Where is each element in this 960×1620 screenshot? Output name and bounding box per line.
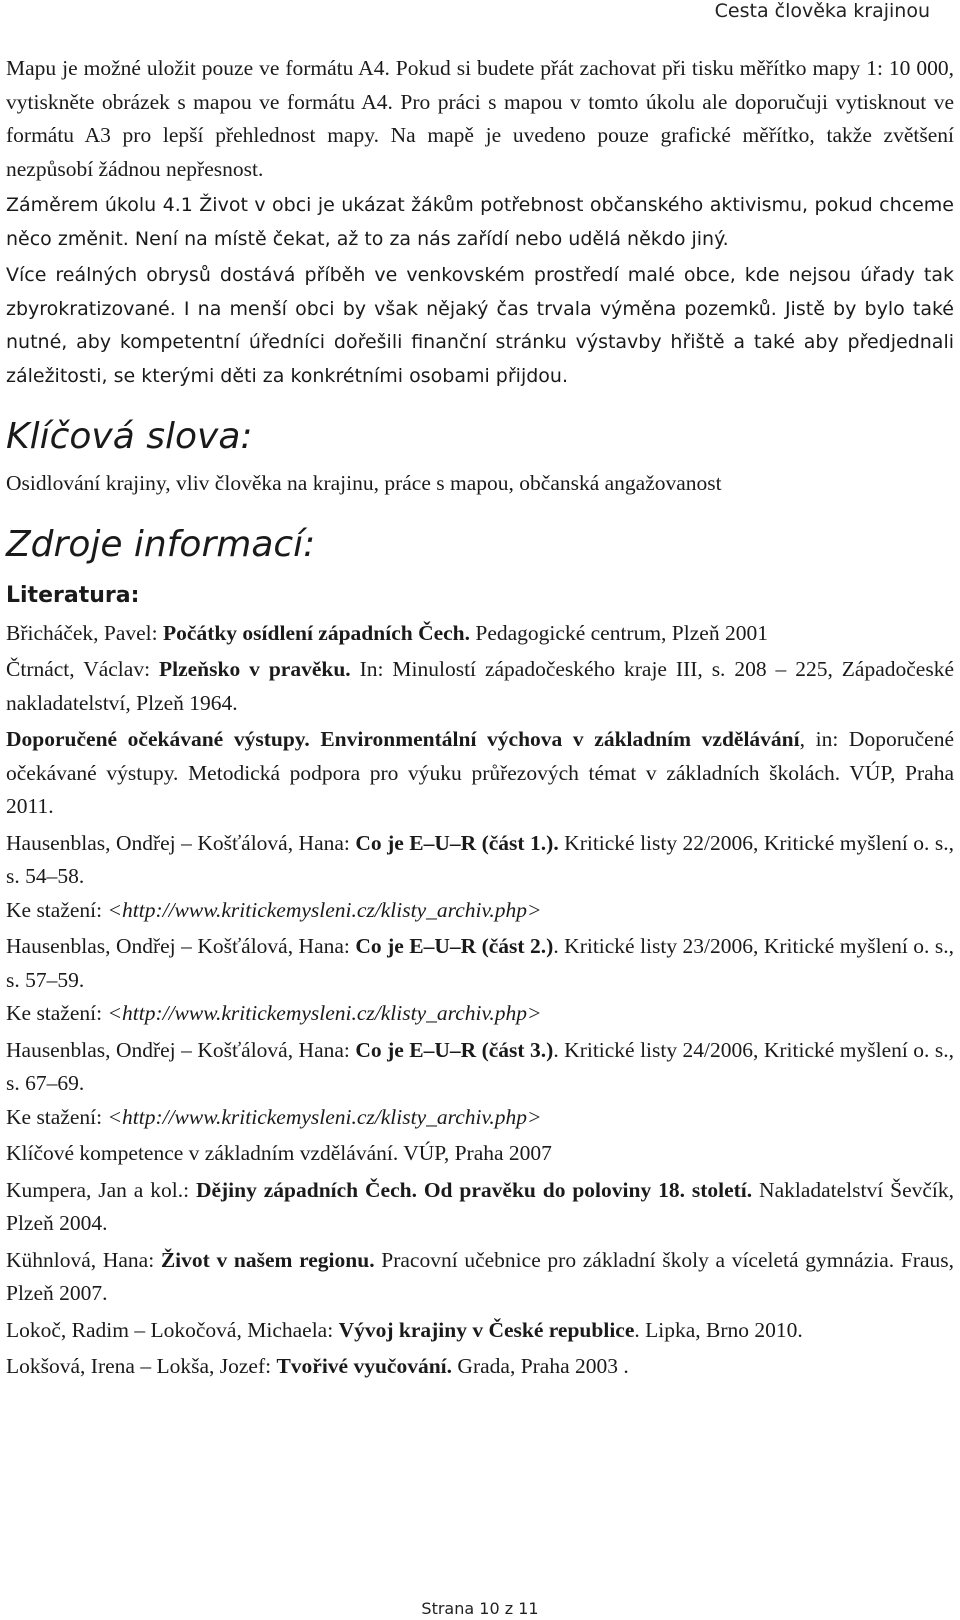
- reference-author: Hausenblas, Ondřej – Košťálová, Hana:: [6, 830, 356, 855]
- reference-author: Hausenblas, Ondřej – Košťálová, Hana:: [6, 1037, 356, 1062]
- intro-paragraph-2: Záměrem úkolu 4.1 Život v obci je ukázat žákům potřebnost občanského aktivismu, pokud chceme něco změnit. Není na místě čekat, až to za nás zařídí nebo udělá někdo jiný.: [6, 194, 954, 250]
- reference-publisher: Pedagogické centrum, Plzeň 2001: [470, 620, 768, 645]
- reference-item: [6, 1244, 954, 1311]
- reference-author: Lokšová, Irena – Lokša, Jozef:: [6, 1354, 277, 1378]
- reference-publisher: Grada, Praha 2003 .: [452, 1354, 629, 1378]
- reference-item: [6, 617, 954, 651]
- reference-title: Život v našem regionu.: [160, 1247, 375, 1272]
- reference-publisher: , in: Doporučené očekávané výstupy. Metodická podpora pro výuku průřezových témat v základních školách. VÚP, Praha 2011.: [6, 727, 954, 818]
- download-link[interactable]: <http://www.kritickemysleni.cz/klisty_archiv.php>: [107, 897, 542, 922]
- reference-item: [6, 723, 954, 824]
- reference-title: Tvořivé vyučování.: [276, 1354, 453, 1378]
- reference-publisher: Nakladatelství Ševčík, Plzeň 2004.: [6, 1177, 954, 1235]
- reference-list: [6, 617, 954, 1384]
- reference-title: Dějiny západních Čech. Od pravěku do poloviny 18. století.: [195, 1177, 753, 1202]
- reference-title: Plzeňsko v pravěku.: [158, 657, 351, 681]
- reference-title: Co je E–U–R (část 3.): [355, 1037, 554, 1062]
- reference-title: Co je E–U–R (část 2.): [355, 934, 554, 958]
- download-link[interactable]: <http://www.kritickemysleni.cz/klisty_archiv.php>: [107, 1104, 542, 1129]
- reference-author: Klíčové kompetence v základním vzdělávání. VÚP, Praha 2007: [6, 1141, 552, 1165]
- reference-publisher: . Kritické listy 23/2006, Kritické myšlení o. s., s. 57–59.: [6, 934, 955, 992]
- reference-title: Počátky osídlení západních Čech.: [163, 620, 471, 645]
- reference-item: [6, 827, 954, 928]
- download-label: Ke stažení:: [6, 1104, 108, 1129]
- reference-publisher: Pracovní učebnice pro základní školy a víceletá gymnázia. Fraus, Plzeň 2007.: [6, 1247, 954, 1305]
- reference-title: Co je E–U–R (část 1.).: [355, 830, 559, 855]
- page-number: Strana 10 z 11: [421, 1599, 539, 1618]
- literature-heading: Literatura:: [6, 582, 140, 608]
- reference-item: [6, 1314, 954, 1348]
- page-content: [6, 52, 954, 1387]
- reference-item: [6, 653, 954, 720]
- keywords-heading: Klíčová slova:: [6, 416, 253, 457]
- sources-heading: Zdroje informací:: [6, 523, 316, 565]
- download-link[interactable]: <http://www.kritickemysleni.cz/klisty_archiv.php>: [107, 1001, 542, 1025]
- reference-author: Břicháček, Pavel:: [6, 620, 164, 645]
- reference-item: [6, 1034, 954, 1135]
- reference-title: Doporučené očekávané výstupy. Environmentální výchova v základním vzdělávání: [6, 727, 800, 751]
- reference-publisher: . Lipka, Brno 2010.: [634, 1317, 803, 1342]
- intro-paragraph-3: Více reálných obrysů dostává příběh ve venkovském prostředí malé obce, kde nejsou úřady tak zbyrokratizované. I na menší obci by však nějaký čas trvala výměna pozemků. Jistě by bylo také nutné, aby kompetentní úředníci dořešili finanční stránku výstavby hřiště a také aby předjednali záležitosti, se kterými děti za konkrétními osobami přijdou.: [6, 264, 954, 387]
- download-label: Ke stažení:: [6, 897, 108, 922]
- reference-item: [6, 1350, 954, 1384]
- reference-publisher: Kritické listy 22/2006, Kritické myšlení o. s., s. 54–58.: [6, 830, 955, 888]
- reference-publisher: In: Minulostí západočeského kraje III, s. 208 – 225, Západočeské nakladatelství, Plzeň 1964.: [6, 657, 954, 715]
- intro-paragraph-1: Mapu je možné uložit pouze ve formátu A4. Pokud si budete přát zachovat při tisku měřítko mapy 1: 10 000, vytiskněte obrázek s mapou ve formátu A4. Pro práci s mapou v tomto úkolu ale doporučuji vytisknout ve formátu A3 pro lepší přehlednost mapy. Na mapě je uvedeno pouze grafické měřítko, takže zvětšení nezpůsobí žádnou nepřesnost.: [6, 56, 954, 181]
- reference-author: Čtrnáct, Václav:: [6, 657, 159, 681]
- reference-author: Kühnlová, Hana:: [6, 1247, 161, 1272]
- running-header: Cesta člověka krajinou: [714, 0, 930, 22]
- reference-title: Vývoj krajiny v České republice: [338, 1317, 635, 1342]
- reference-item: [6, 1137, 954, 1171]
- reference-publisher: . Kritické listy 24/2006, Kritické myšlení o. s., s. 67–69.: [6, 1037, 955, 1095]
- keywords-text: Osidlování krajiny, vliv člověka na krajinu, práce s mapou, občanská angažovanost: [6, 471, 722, 495]
- reference-author: Kumpera, Jan a kol.:: [6, 1177, 196, 1202]
- reference-item: [6, 1174, 954, 1241]
- download-label: Ke stažení:: [6, 1001, 108, 1025]
- reference-author: Hausenblas, Ondřej – Košťálová, Hana:: [6, 934, 356, 958]
- reference-author: Lokoč, Radim – Lokočová, Michaela:: [6, 1317, 339, 1342]
- reference-item: [6, 930, 954, 1031]
